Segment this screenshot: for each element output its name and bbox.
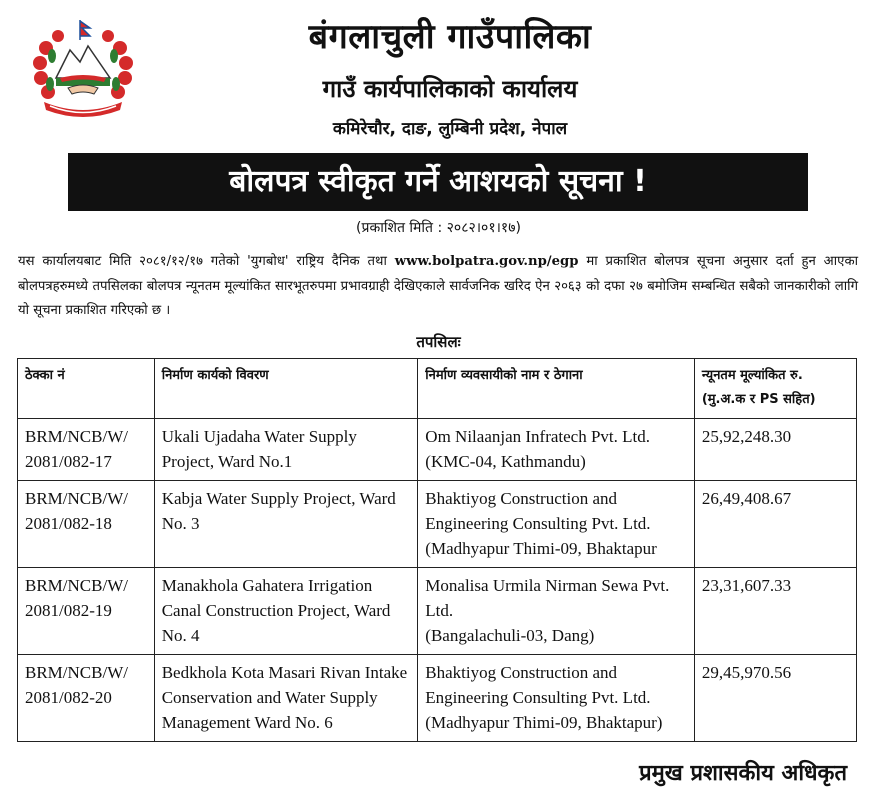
- published-date: (प्रकाशित मिति : २०८२।०१।१७): [356, 220, 521, 236]
- table-row: [18, 568, 857, 655]
- egp-website-link[interactable]: www.bolpatra.gov.np/egp: [394, 254, 579, 269]
- amount-cell: 26,49,408.67: [694, 481, 856, 568]
- description-cell: Bedkhola Kota Masari Rivan Intake Conservation and Water Supply Management Ward No. 6: [154, 655, 418, 742]
- table-row: [18, 655, 857, 742]
- contractor-cell: [418, 481, 695, 568]
- contract-no-cell: BRM/NCB/W/ 2081/082-20: [18, 655, 155, 742]
- table-row: [18, 481, 857, 568]
- contract-no-cell: BRM/NCB/W/ 2081/082-17: [18, 419, 155, 481]
- amount-cell: 29,45,970.56: [694, 655, 856, 742]
- notice-header: [0, 0, 877, 150]
- amount-cell: 25,92,248.30: [694, 419, 856, 481]
- header-amount: न्यूनतम मूल्यांकित रु. (मु.अ.क र PS सहित): [694, 359, 856, 419]
- contract-table: [17, 358, 857, 742]
- contractor-address: (Madhyapur Thimi-09, Bhaktapur: [425, 539, 657, 558]
- office-address: कमिरेचौर, दाङ, लुम्बिनी प्रदेश, नेपाल: [332, 119, 568, 139]
- organization-name: बंगलाचुली गाउँपालिका: [308, 17, 592, 57]
- amount-cell: 23,31,607.33: [694, 568, 856, 655]
- contractor-address: (Madhyapur Thimi-09, Bhaktapur): [425, 713, 663, 732]
- schedule-label: तपसिलः: [416, 333, 461, 351]
- intro-text-end: मा प्रकाशित बोलपत्र सूचना अनुसार दर्ता हुन आएका बोलपत्रहरुमध्ये तपसिलका बोलपत्र न्यूनतम मूल्यांकित सारभूतरुपमा प्रभावग्राही देखिएकाले सार्वजनिक खरिद ऐन २०६३ को दफा २७ बमोजिम सम्बन्धित सबैको जानकारीको लागि यो सूचना प्रकाशित गरिएको छ ।: [18, 254, 858, 318]
- contract-no-cell: BRM/NCB/W/ 2081/082-18: [18, 481, 155, 568]
- description-cell: Kabja Water Supply Project, Ward No. 3: [154, 481, 418, 568]
- notice-title: बोलपत्र स्वीकृत गर्ने आशयको सूचना !: [68, 153, 808, 211]
- contract-no-cell: BRM/NCB/W/ 2081/082-19: [18, 568, 155, 655]
- intro-paragraph: [18, 250, 858, 324]
- contractor-cell: [418, 568, 695, 655]
- contractor-name: Bhaktiyog Construction and Engineering Consulting Pvt. Ltd.: [425, 663, 651, 707]
- table-row: [18, 419, 857, 481]
- description-cell: Ukali Ujadaha Water Supply Project, Ward No.1: [154, 419, 418, 481]
- contractor-name: Monalisa Urmila Nirman Sewa Pvt. Ltd.: [425, 576, 670, 620]
- description-cell: Manakhola Gahatera Irrigation Canal Construction Project, Ward No. 4: [154, 568, 418, 655]
- contractor-cell: [418, 419, 695, 481]
- office-name: गाउँ कार्यपालिकाको कार्यालय: [322, 75, 578, 103]
- contractor-cell: [418, 655, 695, 742]
- nepal-government-emblem-icon: [28, 18, 138, 123]
- header-contractor: निर्माण व्यवसायीको नाम र ठेगाना: [418, 359, 695, 419]
- header-description: निर्माण कार्यको विवरण: [154, 359, 418, 419]
- intro-text-start: यस कार्यालयबाट मिति २०८१/१२/१७ गतेको 'युगबोध' राष्ट्रिय दैनिक तथा: [18, 254, 395, 269]
- header-contract-no: ठेक्का नं: [18, 359, 155, 419]
- signatory-title: प्रमुख प्रशासकीय अधिकृत: [639, 761, 847, 786]
- table-header-row: [18, 359, 857, 419]
- contractor-name: Om Nilaanjan Infratech Pvt. Ltd.: [425, 427, 651, 446]
- contractor-address: (Bangalachuli-03, Dang): [425, 626, 595, 645]
- contractor-address: (KMC-04, Kathmandu): [425, 452, 586, 471]
- contractor-name: Bhaktiyog Construction and Engineering Consulting Pvt. Ltd.: [425, 489, 651, 533]
